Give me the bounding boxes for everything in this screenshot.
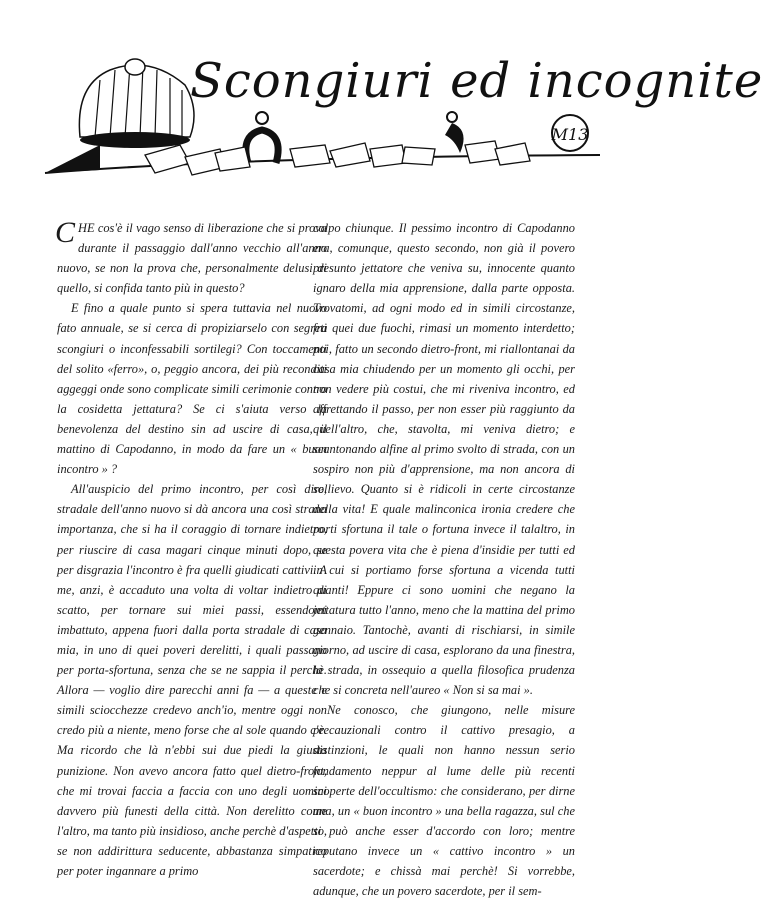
drop-cap: C (55, 216, 76, 249)
monogram-text: M13 (551, 125, 589, 144)
horseshoe-icon (246, 112, 278, 163)
right-column (313, 218, 575, 901)
paragraph-5: Ne conosco, che giungono, nelle misure precauzionali contro il cattivo presagio, a distinzioni, le quali non hanno nessun serio fondamento neppur al lume delle più recenti scoperte dell'occultismo: che considerano, per dirne una, un « buon incontro » una bella ragazza, sul che si può anche esser d'accordo con loro; mentre reputano invece un « cattivo incontro » un sacerdote; e chissà mai perchè! Si vorrebbe, adunque, che un povero sacerdote, per il sem- (313, 703, 575, 899)
header-illustration (40, 45, 763, 195)
horn-amulet-icon (445, 112, 464, 153)
paragraph-1 (57, 218, 327, 298)
paragraph-1-text: HE cos'è il vago senso di liberazione che si prova durante il passaggio dall'anno vecchio all'anno nuovo, se non la prova che, personalmente delusi di quello, si confida tanto più in questo? (57, 221, 327, 296)
left-column (57, 218, 327, 881)
article-title: Scongiuri ed incognite (190, 53, 763, 109)
paragraph-2: E fino a quale punto si spera tuttavia nel nuovo fato annuale, se si cerca di propiziarselo con segreti scongiuri o inconfessabili sortilegi? Con toccamenti del solito «ferro», o, peggio ancora, dei più reconditi aggeggi onde sono complicate simili cerimonie contro la cosidetta jettatura? Se ci s'aiuta verso la benevolenza del destino sin ad uscire di casa, il mattino di Capodanno, in modo da fare un « buon incontro » ? (57, 301, 327, 477)
paragraph-4: colpo chiunque. Il pessimo incontro di Capodanno era, comunque, questo secondo, non già il povero presunto jettatore che veniva su, innocente quanto ignaro della mia apprensione, dalla parte opposta. Trovatomi, ad ogni modo ed in simili circostanze, fra quei due fuochi, rimasi un momento interdetto; poi, fatto un secondo dietro-front, mi riallontanai da casa mia chiudendo per un momento gli occhi, per non vedere più costui, che mi riveniva incontro, ed affrettando il passo, per non esser più raggiunto da quell'altro, che, stavolta, mi veniva dietro; e scantonando alfine al primo svolto di strada, con un sospiro non più d'apprensione, ma non ancora di sollievo. Quanto si è ridicoli in certe circostanze della vita! E quale malinconica ironia credere che porti sfortuna il tale o fortuna invece il talaltro, in questa povera vita che è piena d'insidie per tutti ed in cui si portiamo forse sfortuna a vicenda tutti quanti! Eppure ci sono uomini che negano la jettatura tutto l'anno, meno che la mattina del primo gennaio. Tantochè, avanti di rischiarsi, in simile giorno, ad uscire di casa, esplorano da una finestra, la strada, in ossequio a quella filosofica prudenza che si concreta nell'aureo « Non si sa mai ». (313, 221, 575, 698)
paragraph-3: All'auspicio del primo incontro, per così dire, stradale dell'anno nuovo si dà ancora una così strana importanza, che si ha il coraggio di tornare indietro, per riuscire di casa magari cinque minuti dopo, se per disgrazia l'incontro è fra quelli giudicati cattivi. A me, anzi, è accaduto una volta di voltar indietro di scatto, per tornare sui miei passi, essendomi imbattuto, appena fuori dalla porta stradale di casa mia, in uno di quei poveri derelitti, i quali passano per porta-sfortuna, senza che se ne sappia il perchè. Allora — voglio dire parecchi anni fa — a queste e simili sciocchezze credevo anch'io, mentre oggi non credo più a niente, meno forse che al sole quando c'è. Ma ricordo che là n'ebbi sui due piedi la giusta punizione. Non avevo ancora fatto quel dietro-front, che mi trovai faccia a faccia con uno degli uomini davvero più funesti della città. Non derelitto come l'altro, ma tanto più insidioso, anche perchè d'aspetto, se non addirittura seducente, abbastanza simpatico per poter ingannare a primo (57, 482, 327, 878)
fan-icon (79, 59, 194, 148)
playing-cards-icon (145, 141, 530, 175)
